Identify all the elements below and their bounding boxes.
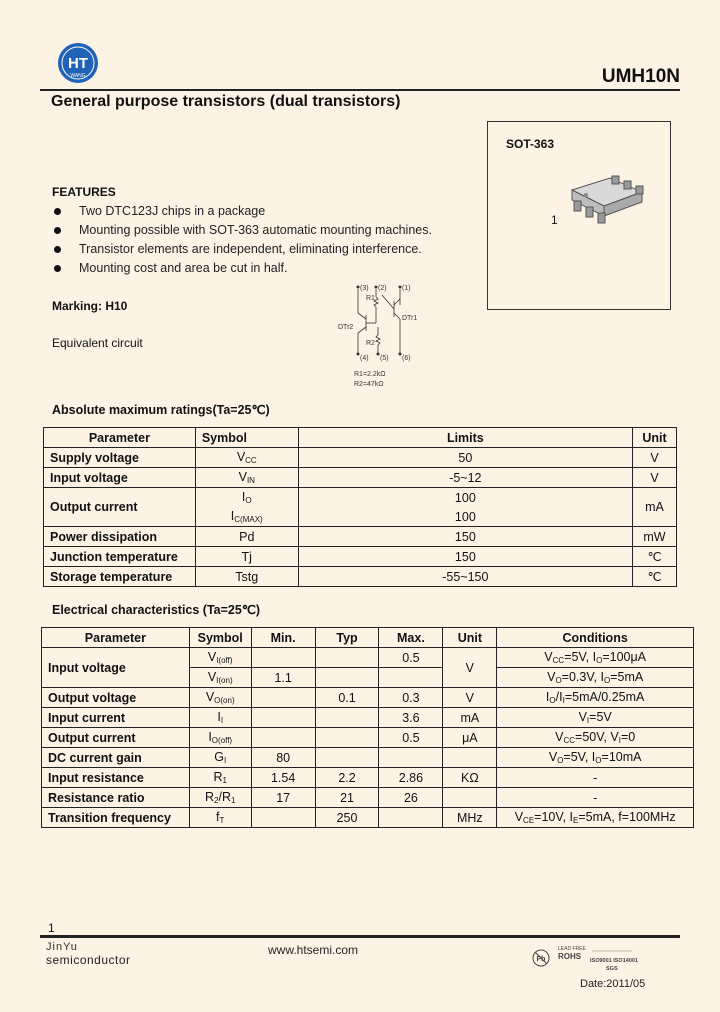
feature-item: Transistor elements are independent, eliminating interference.: [52, 242, 422, 256]
cell-limit: 150: [298, 527, 632, 547]
cell-unit: [443, 788, 497, 808]
table-header-row: [42, 628, 694, 648]
cell-typ: [315, 748, 379, 768]
table-row: [42, 808, 694, 828]
cell-max: 3.6: [379, 708, 443, 728]
features-heading: FEATURES: [52, 185, 116, 199]
document-title: General purpose transistors (dual transistors): [51, 93, 401, 110]
cell-symbol: $V_{I(on)}$: [189, 668, 251, 688]
abs-max-heading: Absolute maximum ratings(Ta=25℃): [52, 403, 270, 417]
cell-max: 0.5: [379, 648, 443, 668]
cell-symbol: $R_2/R_1$: [189, 788, 251, 808]
logo-text: HT: [68, 55, 88, 72]
cell-conditions: $V_{CC}=50V$, $V_I=0$: [497, 728, 694, 748]
table-row: [44, 527, 677, 547]
cell-param: Input voltage: [44, 468, 196, 488]
package-drawing: [550, 170, 650, 245]
document-date: Date:2011/05: [580, 978, 646, 990]
feature-item: Mounting cost and area be cut in half.: [52, 261, 287, 275]
cell-typ: 0.1: [315, 688, 379, 708]
col-header: Unit: [633, 428, 677, 448]
cell-limit: 100: [298, 488, 632, 508]
header-rule: [40, 89, 680, 91]
cell-symbol: Pd: [195, 527, 298, 547]
cell-symbol: $V_{O(on)}$: [189, 688, 251, 708]
feature-item: Mounting possible with SOT-363 automatic mounting machines.: [52, 223, 432, 237]
abs-max-table: [43, 427, 677, 587]
cell-conditions: -: [497, 788, 694, 808]
cell-limit: -55~150: [298, 567, 632, 587]
table-row: [42, 648, 694, 668]
iso-label: ISO9001 ISO14001: [590, 958, 639, 964]
col-header: Unit: [443, 628, 497, 648]
cell-unit: MHz: [443, 808, 497, 828]
cell-param: Storage temperature: [44, 567, 196, 587]
cell-param: Junction temperature: [44, 547, 196, 567]
part-number: UMH10N: [601, 66, 680, 87]
dtr2-label: DTr2: [338, 324, 354, 331]
website-link[interactable]: www.htsemi.com: [268, 943, 359, 957]
cell-param: Resistance ratio: [42, 788, 190, 808]
certification-badges: [532, 944, 662, 981]
cell-symbol: $G_I$: [189, 748, 251, 768]
col-header: Min.: [251, 628, 315, 648]
cell-symbol: Tstg: [195, 567, 298, 587]
table-row: [42, 688, 694, 708]
cell-param: Supply voltage: [44, 448, 196, 468]
cell-min: 1.1: [251, 668, 315, 688]
cell-conditions: $V_{CE}=10V$, $I_E=5mA$, f=100MHz: [497, 808, 694, 828]
cell-symbol: $f_T$: [189, 808, 251, 828]
cell-limit: 100: [298, 507, 632, 527]
cell-max: [379, 668, 443, 688]
bullet-icon: [54, 227, 61, 234]
cell-min: [251, 808, 315, 828]
cell-param: Output current: [42, 728, 190, 748]
sgs-label: SGS: [606, 966, 618, 972]
page-number: 1: [48, 921, 55, 935]
pin1-label: 1: [551, 213, 558, 227]
cell-unit: μA: [443, 728, 497, 748]
col-header: Limits: [298, 428, 632, 448]
cell-min: 17: [251, 788, 315, 808]
cell-conditions: $I_O/I_I=5mA/0.25mA$: [497, 688, 694, 708]
cell-limit: 50: [298, 448, 632, 468]
logo-subtext: WANG: [70, 73, 86, 79]
company-name: JinYu: [46, 941, 78, 953]
cell-param: Output voltage: [42, 688, 190, 708]
bullet-icon: [54, 265, 61, 272]
cell-symbol: $I_I$: [189, 708, 251, 728]
svg-text:Pb: Pb: [536, 956, 546, 963]
equivalent-circuit-diagram: [338, 283, 433, 396]
bullet-icon: [54, 246, 61, 253]
cell-symbol: $V_{I(off)}$: [189, 648, 251, 668]
table-row: [44, 448, 677, 468]
cell-limit: 150: [298, 547, 632, 567]
equivalent-circuit-label: Equivalent circuit: [52, 336, 143, 350]
table-row: [44, 468, 677, 488]
cell-min: 80: [251, 748, 315, 768]
cell-max: [379, 808, 443, 828]
r2-label: R2: [366, 340, 375, 347]
cell-unit: mA: [633, 488, 677, 527]
cell-unit: V: [443, 648, 497, 688]
cell-symbol: $V_{IN}$: [195, 468, 298, 488]
cell-symbol: $I_{O(off)}$: [189, 728, 251, 748]
cell-unit: ℃: [633, 567, 677, 587]
cell-max: 0.3: [379, 688, 443, 708]
rohs-label: ROHS: [558, 952, 582, 961]
pin-label-6: (6): [402, 355, 411, 362]
table-row: [42, 708, 694, 728]
r2-value: R2=47kΩ: [354, 381, 384, 388]
table-row: [44, 488, 677, 508]
cell-symbol: $I_{C(MAX)}$: [195, 507, 298, 527]
col-header: Symbol: [195, 428, 298, 448]
cell-param: Power dissipation: [44, 527, 196, 547]
bullet-icon: [54, 208, 61, 215]
cell-unit: V: [443, 688, 497, 708]
cell-param: Output current: [44, 488, 196, 527]
col-header: Max.: [379, 628, 443, 648]
cell-max: [379, 748, 443, 768]
company-logo: [57, 42, 99, 84]
cell-symbol: Tj: [195, 547, 298, 567]
cell-unit: ℃: [633, 547, 677, 567]
cell-min: 1.54: [251, 768, 315, 788]
cell-typ: 2.2: [315, 768, 379, 788]
table-row: [44, 547, 677, 567]
pin-label-1: (1): [402, 285, 411, 292]
cell-min: [251, 688, 315, 708]
package-name: SOT-363: [506, 137, 555, 151]
col-header: Symbol: [189, 628, 251, 648]
cell-min: [251, 708, 315, 728]
cell-conditions: $V_O=0.3V$, $I_O=5mA$: [497, 668, 694, 688]
col-header: Conditions: [497, 628, 694, 648]
elec-char-table: [41, 627, 694, 828]
r1-label: R1: [366, 295, 375, 302]
pin-label-2: (2): [378, 285, 387, 292]
cell-min: [251, 728, 315, 748]
cell-max: 26: [379, 788, 443, 808]
feature-item: Two DTC123J chips in a package: [52, 204, 265, 218]
footer-rule: [40, 935, 680, 938]
pin-label-5: (5): [380, 355, 389, 362]
cell-symbol: $I_O$: [195, 488, 298, 508]
col-header: Parameter: [44, 428, 196, 448]
table-row: [42, 788, 694, 808]
cell-typ: [315, 708, 379, 728]
cell-conditions: -: [497, 768, 694, 788]
marking-label: Marking: H10: [52, 299, 128, 313]
cell-typ: 250: [315, 808, 379, 828]
cell-min: [251, 648, 315, 668]
cell-conditions: $V_I=5V$: [497, 708, 694, 728]
elec-char-heading: Electrical characteristics (Ta=25℃): [52, 603, 261, 617]
cell-param: Input resistance: [42, 768, 190, 788]
company-subtitle: semiconductor: [46, 953, 131, 967]
table-row: [44, 567, 677, 587]
cell-symbol: $V_{CC}$: [195, 448, 298, 468]
pin-label-4: (4): [360, 355, 369, 362]
cell-symbol: $R_1$: [189, 768, 251, 788]
cell-param: Input voltage: [42, 648, 190, 688]
cell-unit: mA: [443, 708, 497, 728]
cell-conditions: $V_{CC}=5V$, $I_O=100\mu A$: [497, 648, 694, 668]
cell-param: Input current: [42, 708, 190, 728]
cell-typ: [315, 648, 379, 668]
table-row: [42, 748, 694, 768]
table-row: [42, 768, 694, 788]
cell-max: 2.86: [379, 768, 443, 788]
table-row: [42, 728, 694, 748]
cell-typ: [315, 668, 379, 688]
r1-value: R1=2.2kΩ: [354, 371, 386, 378]
col-header: Parameter: [42, 628, 190, 648]
cell-typ: 21: [315, 788, 379, 808]
cell-unit: V: [633, 468, 677, 488]
cell-max: 0.5: [379, 728, 443, 748]
cell-unit: V: [633, 448, 677, 468]
cell-unit: mW: [633, 527, 677, 547]
col-header: Typ: [315, 628, 379, 648]
cell-unit: KΩ: [443, 768, 497, 788]
cell-unit: [443, 748, 497, 768]
dtr1-label: DTr1: [402, 315, 418, 322]
cell-param: DC current gain: [42, 748, 190, 768]
lead-free-label: LEAD FREE: [558, 946, 586, 952]
cell-limit: -5~12: [298, 468, 632, 488]
cell-param: Transition frequency: [42, 808, 190, 828]
table-header-row: [44, 428, 677, 448]
pin-label-3: (3): [360, 285, 369, 292]
cell-typ: [315, 728, 379, 748]
cell-conditions: $V_O=5V$, $I_O=10mA$: [497, 748, 694, 768]
